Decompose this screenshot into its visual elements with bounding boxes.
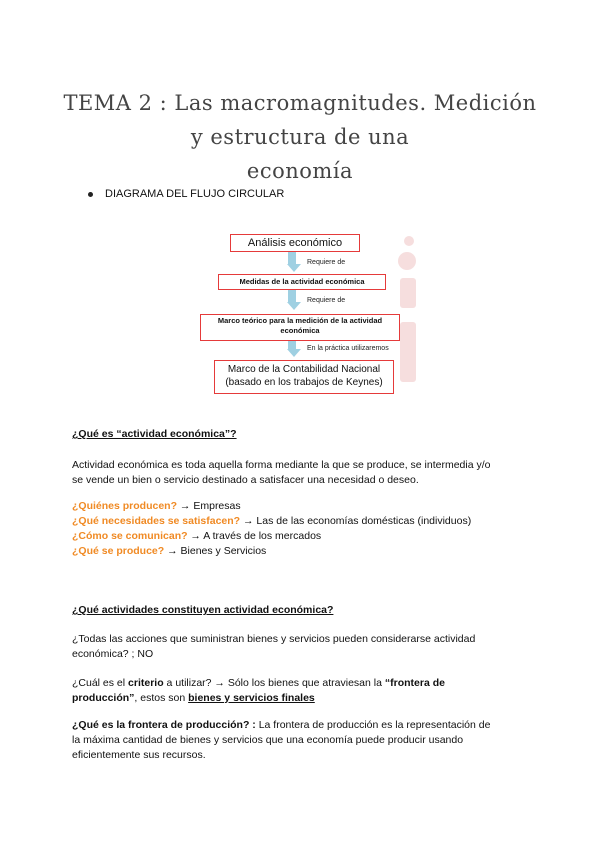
diagram-box-contabilidad	[214, 360, 394, 394]
watermark-decoration	[398, 232, 422, 392]
criterio-text-a: ¿Cuál es el	[72, 677, 129, 689]
flow-diagram	[190, 228, 420, 398]
section-heading-constituyen: ¿Qué actividades constituyen actividad económica?	[72, 604, 334, 616]
paragraph-acciones	[72, 632, 532, 662]
answer-3: → A través de los mercados	[187, 530, 322, 542]
acciones-line-2: económica? ; NO	[72, 648, 154, 660]
section-heading-actividad: ¿Qué es “actividad económica”?	[72, 428, 237, 440]
frontera-question-bold: ¿Qué es la frontera de producción? :	[72, 719, 256, 731]
answer-1: → Empresas	[177, 500, 241, 512]
definition-line-1: Actividad económica es toda aquella forma mediante la que se produce, se intermedia y/o	[72, 459, 491, 471]
criterio-text-f: , estos son	[134, 692, 189, 704]
frontera-bold-1: “frontera de	[384, 677, 445, 689]
question-line-1	[72, 500, 241, 512]
down-arrow-icon	[287, 290, 297, 310]
question-1: ¿Quiénes producen?	[72, 500, 178, 512]
diagram-box-3-line-1: Marco teórico para la medición de la actividad	[217, 316, 383, 325]
frontera-line-2: la máxima cantidad de bienes y servicios que una economía puede producir usando	[72, 734, 464, 746]
criterio-line-2	[72, 691, 532, 706]
answer-2: → Las de las economías domésticas (individuos)	[240, 515, 472, 527]
criterio-text-c: a utilizar? → Sólo los bienes que atraviesan la	[163, 677, 385, 689]
criterio-line-1	[72, 676, 532, 691]
diagram-box-medidas	[218, 274, 386, 290]
question-line-2	[72, 515, 471, 527]
title-line-1: TEMA 2 : Las macromagnitudes. Medición y estructura de una	[63, 91, 537, 149]
diagram-box-marco-teorico	[200, 314, 400, 341]
arrow-label-3: En la práctica utilizaremos	[307, 345, 389, 352]
question-2: ¿Qué necesidades se satisfacen?	[72, 515, 241, 527]
criterio-bold: criterio	[128, 677, 164, 689]
arrow-label-1: Requiere de	[307, 259, 346, 266]
paragraph-criterio	[72, 676, 532, 706]
diagram-box-2-label: Medidas de la actividad económica	[239, 277, 365, 286]
question-3: ¿Cómo se comunican?	[72, 530, 188, 542]
frontera-line-1	[72, 718, 532, 733]
frontera-text: La frontera de producción es la representación de	[255, 719, 491, 731]
frontera-bold-2: producción”	[72, 692, 135, 704]
paragraph-frontera	[72, 718, 532, 763]
diagram-box-4-line-1: Marco de la Contabilidad Nacional	[227, 364, 381, 375]
definition-line-2: se vende un bien o servicio destinado a satisfacer una necesidad o deseo.	[72, 474, 419, 486]
diagram-box-3-line-2: económica	[280, 326, 320, 335]
question-line-3	[72, 530, 321, 542]
bienes-finales-bold: bienes y servicios finales	[188, 692, 315, 704]
down-arrow-icon	[287, 252, 297, 272]
diagram-box-1-label: Análisis económico	[247, 237, 343, 249]
definition-paragraph	[72, 458, 532, 488]
question-line-4	[72, 545, 266, 557]
diagram-box-analisis	[230, 234, 360, 252]
acciones-line-1: ¿Todas las acciones que suministran bienes y servicios pueden considerarse actividad	[72, 633, 476, 645]
down-arrow-icon	[287, 341, 297, 357]
page-title	[60, 86, 540, 188]
title-line-2: economía	[246, 159, 354, 183]
question-4: ¿Qué se produce?	[72, 545, 165, 557]
bullet-text: DIAGRAMA DEL FLUJO CIRCULAR	[105, 188, 285, 200]
bullet-item	[88, 188, 284, 200]
arrow-label-2: Requiere de	[307, 297, 346, 304]
answer-4: → Bienes y Servicios	[164, 545, 267, 557]
frontera-line-3: eficientemente sus recursos.	[72, 749, 206, 761]
bullet-dot-icon	[88, 192, 93, 197]
diagram-box-4-line-2: (basado en los trabajos de Keynes)	[225, 377, 383, 388]
